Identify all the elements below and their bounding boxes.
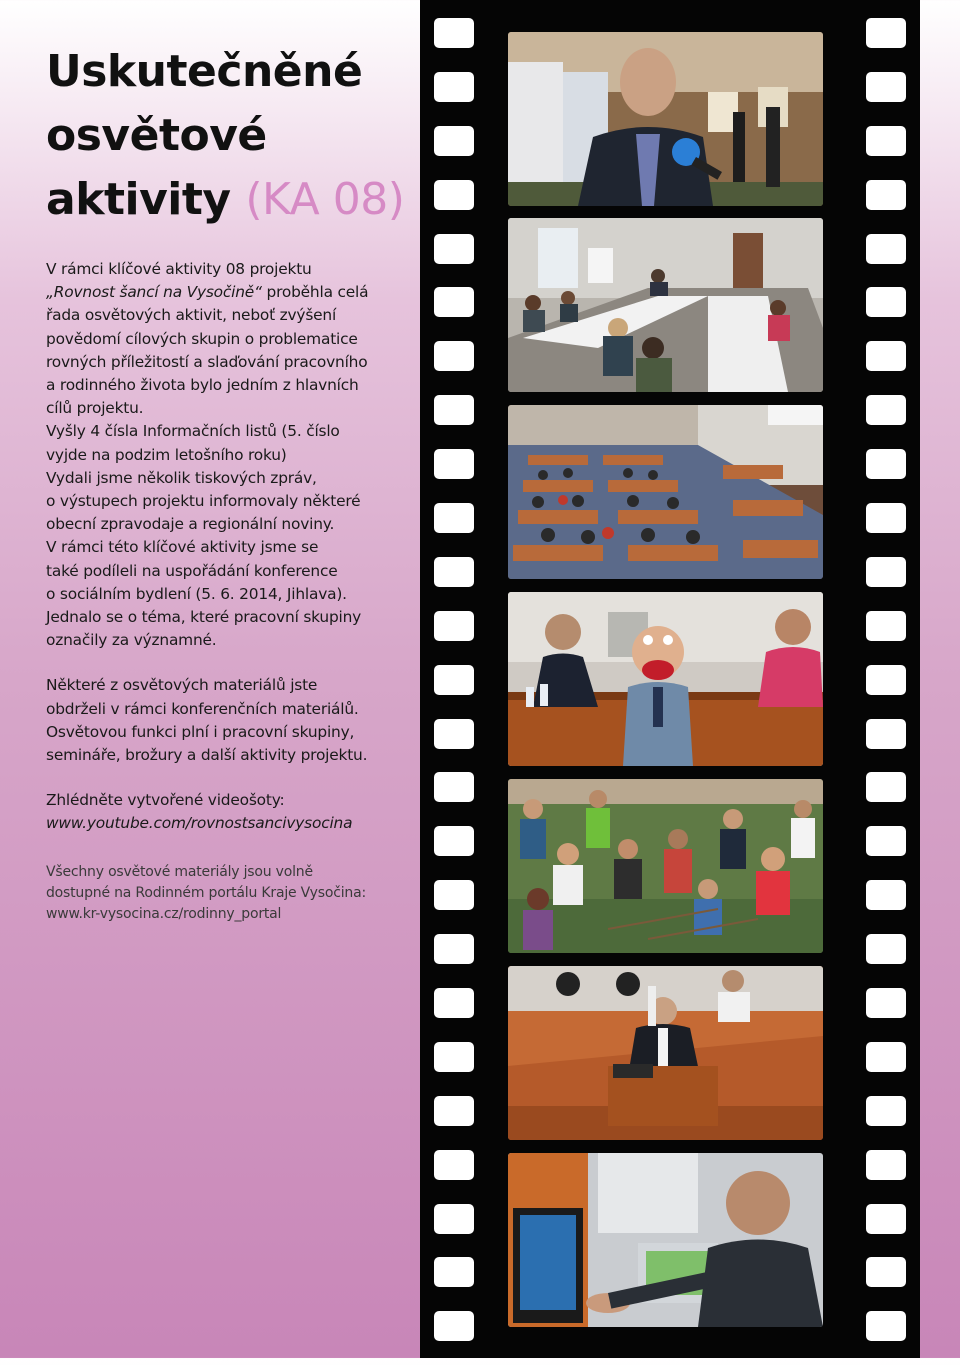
film-perforation bbox=[434, 18, 474, 48]
film-perforation bbox=[434, 287, 474, 317]
film-perforation bbox=[866, 72, 906, 102]
film-perforation bbox=[866, 180, 906, 210]
portal-note bbox=[46, 862, 416, 925]
text-line: Všechny osvětové materiály jsou volně bbox=[46, 863, 313, 880]
title-line-2: osvětové bbox=[46, 110, 267, 161]
film-perforations-right bbox=[866, 18, 906, 1365]
page-title bbox=[46, 40, 416, 232]
film-perforation bbox=[434, 772, 474, 802]
paragraph-intro bbox=[46, 258, 416, 652]
film-perforation bbox=[866, 1204, 906, 1234]
text-line: o sociálním bydlení (5. 6. 2014, Jihlava). bbox=[46, 584, 347, 603]
photo-man-at-monitor bbox=[508, 1153, 823, 1327]
film-perforation bbox=[434, 934, 474, 964]
film-perforation bbox=[866, 665, 906, 695]
title-line-1: Uskutečněné bbox=[46, 46, 363, 97]
film-perforation bbox=[434, 72, 474, 102]
film-perforation bbox=[434, 557, 474, 587]
film-perforation bbox=[866, 234, 906, 264]
film-perforation bbox=[434, 1257, 474, 1287]
film-perforation bbox=[866, 287, 906, 317]
film-perforation bbox=[434, 1096, 474, 1126]
film-perforation bbox=[434, 880, 474, 910]
text-line: o výstupech projektu informovaly některé bbox=[46, 492, 361, 511]
text-line: Některé z osvětových materiálů jste bbox=[46, 676, 318, 695]
text-line: také podíleli na uspořádání konference bbox=[46, 561, 338, 580]
text-line: dostupné na Rodinném portálu Kraje Vysočina: bbox=[46, 884, 366, 901]
film-perforation bbox=[434, 341, 474, 371]
film-perforation bbox=[434, 449, 474, 479]
photo-speaker bbox=[508, 966, 823, 1140]
text-line: Jednalo se o téma, které pracovní skupiny bbox=[46, 608, 362, 627]
film-perforation bbox=[866, 719, 906, 749]
paragraph-materials bbox=[46, 674, 416, 767]
text-line: V rámci klíčové aktivity 08 projektu bbox=[46, 260, 312, 278]
video-section bbox=[46, 789, 416, 835]
film-perforation bbox=[434, 826, 474, 856]
film-perforation bbox=[866, 1096, 906, 1126]
film-perforation bbox=[434, 1042, 474, 1072]
text-line: Vyšly 4 čísla Informačních listů (5. číslo bbox=[46, 422, 340, 441]
text-line: obecní zpravodaje a regionální noviny. bbox=[46, 515, 335, 534]
film-perforation bbox=[434, 988, 474, 1018]
photo-puppet bbox=[508, 592, 823, 766]
text-line bbox=[46, 281, 416, 304]
film-perforation bbox=[866, 1311, 906, 1341]
film-perforation bbox=[866, 611, 906, 641]
title-line-3: aktivity bbox=[46, 174, 231, 225]
film-perforation bbox=[866, 1042, 906, 1072]
text-line: rovných příležitostí a slaďování pracovního bbox=[46, 352, 368, 371]
film-perforation bbox=[866, 18, 906, 48]
video-label: Zhlédněte vytvořené videošoty: bbox=[46, 791, 285, 810]
film-perforation bbox=[434, 395, 474, 425]
film-perforation bbox=[434, 1150, 474, 1180]
film-perforation bbox=[866, 826, 906, 856]
film-perforation bbox=[434, 665, 474, 695]
film-perforation bbox=[434, 503, 474, 533]
text-column bbox=[46, 40, 416, 925]
film-perforation bbox=[866, 126, 906, 156]
film-perforation bbox=[866, 341, 906, 371]
text-line: cílů projektu. bbox=[46, 399, 144, 418]
film-perforation bbox=[434, 1311, 474, 1341]
film-perforation bbox=[434, 1204, 474, 1234]
photo-conference-hall bbox=[508, 405, 823, 579]
photo-interview bbox=[508, 32, 823, 206]
photo-outdoor-activity bbox=[508, 779, 823, 953]
text-line: řada osvětových aktivit, neboť zvýšení bbox=[46, 306, 337, 325]
film-perforation bbox=[866, 1150, 906, 1180]
text-line: semináře, brožury a další aktivity projektu. bbox=[46, 746, 368, 765]
film-perforation bbox=[866, 934, 906, 964]
film-perforation bbox=[866, 772, 906, 802]
text-line: Osvětovou funkci plní i pracovní skupiny, bbox=[46, 722, 355, 741]
youtube-link[interactable]: www.youtube.com/rovnostsancivysocina bbox=[46, 814, 353, 833]
text-line: vyjde na podzim letošního roku) bbox=[46, 445, 287, 464]
film-perforation bbox=[434, 126, 474, 156]
film-perforation bbox=[434, 180, 474, 210]
text-line: Vydali jsme několik tiskových zpráv, bbox=[46, 468, 317, 487]
film-perforation bbox=[434, 234, 474, 264]
text-line: obdrželi v rámci konferenčních materiálů. bbox=[46, 699, 359, 718]
film-perforations-left bbox=[434, 18, 474, 1365]
film-perforation bbox=[866, 988, 906, 1018]
film-perforation bbox=[866, 557, 906, 587]
film-perforation bbox=[434, 719, 474, 749]
title-code: (KA 08) bbox=[245, 174, 405, 225]
text-line: a rodinného života bylo jedním z hlavních bbox=[46, 376, 359, 395]
text-line: povědomí cílových skupin o problematice bbox=[46, 329, 358, 348]
film-strip bbox=[420, 0, 920, 1358]
film-perforation bbox=[866, 503, 906, 533]
film-perforation bbox=[866, 1257, 906, 1287]
photo-meeting bbox=[508, 218, 823, 392]
film-perforation bbox=[866, 395, 906, 425]
film-perforation bbox=[434, 611, 474, 641]
text-fragment: proběhla celá bbox=[261, 283, 369, 302]
text-line: označily za významné. bbox=[46, 631, 217, 650]
film-perforation bbox=[866, 880, 906, 910]
project-name: „Rovnost šancí na Vysočině“ bbox=[46, 283, 262, 302]
text-line: V rámci této klíčové aktivity jsme se bbox=[46, 538, 319, 557]
portal-link[interactable]: www.kr-vysocina.cz/rodinny_portal bbox=[46, 905, 282, 922]
film-perforation bbox=[866, 449, 906, 479]
